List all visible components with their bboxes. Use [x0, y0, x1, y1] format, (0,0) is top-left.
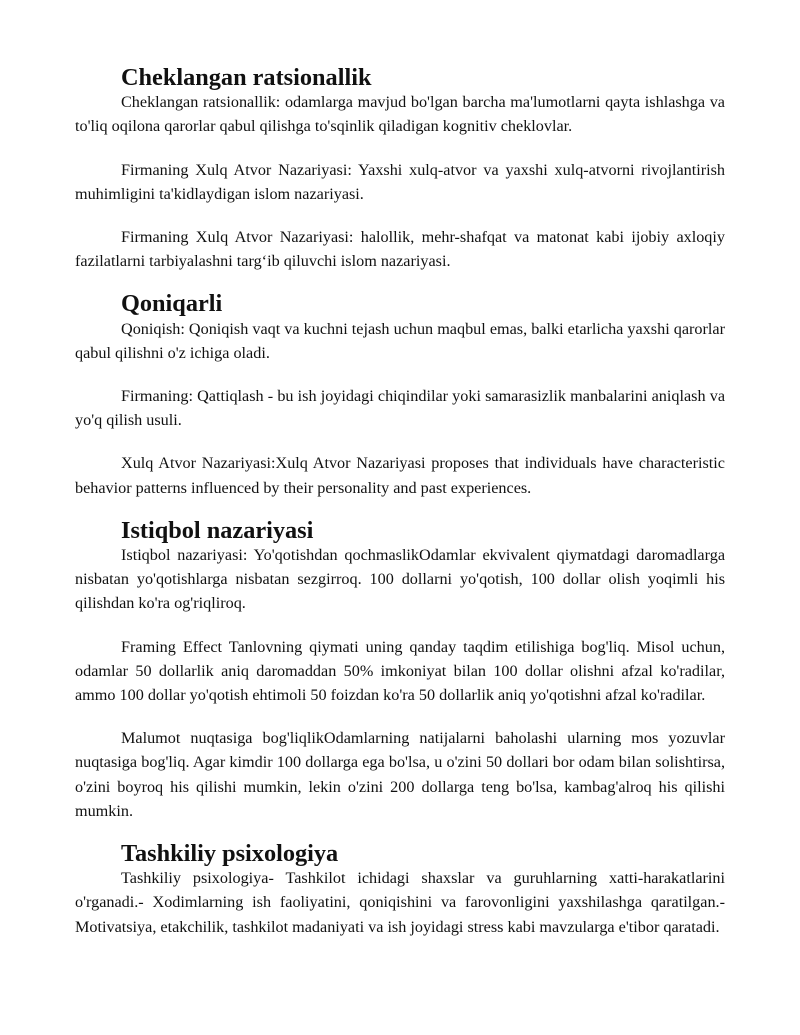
- section-heading-istiqbol-nazariyasi: Istiqbol nazariyasi: [121, 516, 314, 544]
- paragraph: Firmaning Xulq Atvor Nazariyasi: halollik, mehr-shafqat va matonat kabi ijobiy axloqiy fazilatlarni tarbiyalashni targ‘ib qiluvchi islom nazariyasi.: [75, 228, 725, 271]
- paragraph: Tashkiliy psixologiya- Tashkilot ichidagi shaxslar va guruhlarning xatti-harakatlarini o'rganadi.- Xodimlarning ish faoliyatini, qoniqishini va farovonligini yaxshilashga qaratilgan.- Motivatsiya, etakchilik, tashkilot madaniyati va ish joyidagi stress kabi mavzularga e'tibor qaratadi.: [75, 869, 725, 936]
- paragraph: Malumot nuqtasiga bog'liqlikOdamlarning natijalarni baholashi ularning mos yozuvlar nuqtasiga bog'liq. Agar kimdir 100 dollarga ega bo'lsa, u o'zini 50 dollari bor odam bilan solishtirsa, o'zini boyroq his qilishi mumkin, lekin o'zini 200 dollarga teng bo'lsa, kambag'alroq his qilishi mumkin.: [75, 729, 725, 820]
- paragraph: Firmaning: Qattiqlash - bu ish joyidagi chiqindilar yoki samarasizlik manbalarini aniqlash va yo'q qilish usuli.: [75, 387, 725, 430]
- paragraph: Cheklangan ratsionallik: odamlarga mavjud bo'lgan barcha ma'lumotlarni qayta ishlashga va to'liq oqilona qarorlar qabul qilishga to'sqinlik qiladigan kognitiv cheklovlar.: [75, 93, 725, 136]
- paragraph: Qoniqish: Qoniqish vaqt va kuchni tejash uchun maqbul emas, balki etarlicha yaxshi qarorlar qabul qilishni o'z ichiga oladi.: [75, 319, 725, 362]
- section-heading-qoniqarli: Qoniqarli: [121, 290, 223, 318]
- section-heading-cheklangan-ratsionallik: Cheklangan ratsionallik: [121, 64, 372, 91]
- paragraph: Firmaning Xulq Atvor Nazariyasi: Yaxshi xulq-atvor va yaxshi xulq-atvorni rivojlantirish muhimligini ta'kidlaydigan islom nazariyasi.: [75, 160, 725, 203]
- paragraph: Istiqbol nazariyasi: Yo'qotishdan qochmaslikOdamlar ekvivalent qiymatdagi daromadlarga nisbatan yo'qotishlarga nisbatan sezgirroq. 100 dollarni yo'qotish, 100 dollar olish yoqimli his qilishdan ko'ra og'riqliroq.: [75, 546, 725, 613]
- paragraph: Xulq Atvor Nazariyasi:Xulq Atvor Nazariyasi proposes that individuals have characteristic behavior patterns influenced by their personality and past experiences.: [75, 454, 725, 497]
- section-heading-tashkiliy-psixologiya: Tashkiliy psixologiya: [121, 840, 339, 868]
- paragraph: Framing Effect Tanlovning qiymati uning qanday taqdim etilishiga bog'liq. Misol uchun, odamlar 50 dollarlik aniq daromaddan 50% imkoniyat bilan 100 dollar olishni afzal ko'radilar, ammo 100 dollar yo'qotish ehtimoli 50 foizdan ko'ra 50 dollarlik aniq yo'qotishni afzal ko'radilar.: [75, 637, 725, 705]
